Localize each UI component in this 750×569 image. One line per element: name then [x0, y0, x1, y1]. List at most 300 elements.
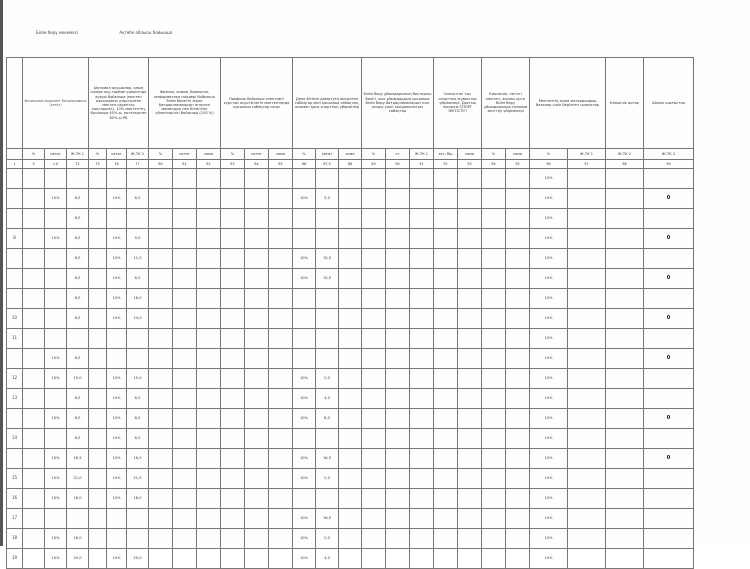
table-row: [7, 509, 694, 529]
table-cell: [434, 269, 458, 289]
table-cell: 15,0: [127, 369, 149, 389]
table-cell: [173, 169, 197, 189]
table-cell: [568, 449, 606, 469]
table-cell: [568, 429, 606, 449]
table-cell: [269, 449, 293, 469]
table-cell: [173, 209, 197, 229]
table-cell: 8,0: [127, 409, 149, 429]
column-number-cell: 86: [293, 160, 316, 169]
table-cell: [458, 329, 482, 349]
table-cell: [506, 289, 530, 309]
table-cell: [362, 429, 386, 449]
col-h-head: Биология, негізгі мектеп, жалпы орта білім беру ұйымдарында ғылыми зерттеу үйірмелері: [482, 58, 530, 149]
table-cell: 8,0: [127, 389, 149, 409]
table-cell: [458, 269, 482, 289]
table-cell: [149, 289, 173, 309]
table-cell: [506, 489, 530, 509]
table-cell: 21,0: [67, 469, 89, 489]
table-cell: [127, 329, 149, 349]
table-cell: 10%: [107, 269, 127, 289]
table-cell: [173, 429, 197, 449]
table-cell: [89, 409, 107, 429]
table-cell: [269, 229, 293, 249]
subheader-cell: сағат: [316, 149, 339, 160]
table-cell: 10%: [530, 349, 568, 369]
table-cell: [245, 309, 269, 329]
table-cell: 10%: [293, 189, 316, 209]
table-cell: 0: [644, 229, 694, 249]
table-cell: [339, 489, 362, 509]
table-cell: 14,0: [127, 309, 149, 329]
table-cell: [644, 389, 694, 409]
table-cell: [149, 449, 173, 469]
table-cell: 10%: [530, 289, 568, 309]
table-cell: [269, 289, 293, 309]
table-cell: [606, 549, 644, 569]
table-cell: [293, 169, 316, 189]
table-cell: 8: [7, 229, 23, 249]
table-cell: 20,0: [67, 549, 89, 569]
table-cell: 0: [644, 349, 694, 369]
table-cell: [23, 189, 45, 209]
table-cell: [606, 269, 644, 289]
table-cell: [127, 509, 149, 529]
table-cell: [434, 349, 458, 369]
table-cell: [89, 549, 107, 569]
table-cell: [506, 369, 530, 389]
subheader-cell: сағат: [107, 149, 127, 160]
table-cell: [339, 189, 362, 209]
table-cell: [269, 409, 293, 429]
table-cell: 2,0: [316, 469, 339, 489]
table-cell: [7, 289, 23, 309]
table-cell: [362, 369, 386, 389]
table-cell: 10%: [45, 469, 67, 489]
table-cell: [386, 229, 410, 249]
subheader-cell: сома: [197, 149, 221, 160]
table-cell: [23, 549, 45, 569]
table-cell: [221, 209, 245, 229]
table-cell: 10%: [293, 249, 316, 269]
column-number-cell: 9: [23, 160, 45, 169]
table-cell: [339, 269, 362, 289]
table-cell: [482, 389, 506, 409]
table-cell: [386, 429, 410, 449]
table-cell: [245, 429, 269, 449]
table-cell: [339, 449, 362, 469]
table-cell: [269, 349, 293, 369]
table-cell: [197, 269, 221, 289]
subheader-cell: сағат: [45, 149, 67, 160]
table-cell: [7, 209, 23, 229]
table-cell: [644, 369, 694, 389]
table-cell: [386, 329, 410, 349]
table-cell: [107, 329, 127, 349]
table-cell: [7, 349, 23, 369]
table-cell: 10%: [107, 409, 127, 429]
table-cell: [45, 509, 67, 529]
column-number-cell: 80: [149, 160, 173, 169]
table-cell: 10,0: [316, 269, 339, 289]
table-cell: [23, 429, 45, 449]
table-cell: [568, 289, 606, 309]
table-cell: [339, 249, 362, 269]
table-cell: [149, 229, 173, 249]
table-cell: [644, 549, 694, 569]
table-cell: [89, 309, 107, 329]
table-cell: [245, 449, 269, 469]
table-cell: [482, 449, 506, 469]
table-cell: 10%: [293, 269, 316, 289]
table-cell: [606, 289, 644, 309]
table-cell: 10%: [107, 389, 127, 409]
table-cell: 0: [644, 189, 694, 209]
table-cell: [506, 189, 530, 209]
table-cell: [410, 349, 434, 369]
table-cell: 0: [644, 269, 694, 289]
column-number-cell: 89: [362, 160, 386, 169]
table-cell: [482, 169, 506, 189]
table-cell: [197, 229, 221, 249]
subheader-cell: [7, 149, 23, 160]
table-cell: [458, 369, 482, 389]
header-left-title: Білім беру мекемесі: [36, 30, 79, 35]
table-cell: [173, 189, 197, 209]
table-row: [7, 469, 694, 489]
table-cell: [568, 369, 606, 389]
table-cell: [386, 469, 410, 489]
table-cell: [386, 549, 410, 569]
table-cell: [386, 409, 410, 429]
table-cell: [410, 449, 434, 469]
table-cell: [482, 509, 506, 529]
table-cell: 10%: [293, 529, 316, 549]
table-cell: 10%: [530, 509, 568, 529]
table-cell: [362, 549, 386, 569]
table-cell: [606, 349, 644, 369]
table-cell: [269, 469, 293, 489]
table-cell: [458, 229, 482, 249]
table-cell: [221, 549, 245, 569]
subheader-row: [7, 149, 694, 160]
table-cell: 10%: [293, 449, 316, 469]
table-cell: 5,0: [316, 189, 339, 209]
table-cell: [410, 549, 434, 569]
column-number-cell: 82: [197, 160, 221, 169]
table-cell: [482, 309, 506, 329]
table-cell: [434, 189, 458, 209]
table-cell: [197, 409, 221, 429]
table-cell: [269, 429, 293, 449]
subheader-cell: Ж.ТК 1: [568, 149, 606, 160]
table-cell: [606, 369, 644, 389]
table-cell: [434, 169, 458, 189]
table-cell: [23, 329, 45, 349]
table-cell: [23, 209, 45, 229]
table-cell: [45, 269, 67, 289]
table-cell: [221, 369, 245, 389]
table-cell: [410, 489, 434, 509]
subheader-cell: Ж.ТК 1: [67, 149, 89, 160]
table-cell: [293, 289, 316, 309]
table-cell: [197, 509, 221, 529]
table-cell: 10%: [530, 209, 568, 229]
table-cell: [339, 389, 362, 409]
table-cell: [173, 309, 197, 329]
col-j-head: Көпшілік ортақ: [606, 58, 644, 149]
table-cell: 8,0: [316, 409, 339, 429]
table-cell: [293, 489, 316, 509]
table-cell: [245, 549, 269, 569]
table-cell: [362, 229, 386, 249]
table-row: [7, 369, 694, 389]
table-cell: [221, 229, 245, 249]
table-cell: [245, 329, 269, 349]
table-cell: [434, 329, 458, 349]
table-cell: 10%: [45, 189, 67, 209]
table-cell: [23, 369, 45, 389]
table-cell: [245, 169, 269, 189]
table-cell: [606, 229, 644, 249]
table-cell: [173, 249, 197, 269]
table-cell: 10%: [530, 409, 568, 429]
data-table: [6, 57, 694, 569]
table-cell: [293, 429, 316, 449]
table-cell: [386, 449, 410, 469]
table-cell: 10%: [530, 189, 568, 209]
table-cell: 4,0: [316, 549, 339, 569]
table-cell: [316, 349, 339, 369]
table-cell: [362, 249, 386, 269]
table-cell: [339, 169, 362, 189]
column-number-row: [7, 160, 694, 169]
table-cell: 10%: [107, 229, 127, 249]
subheader-cell: Ж.ТК 3: [644, 149, 694, 160]
table-cell: [89, 349, 107, 369]
table-cell: 10%: [530, 429, 568, 449]
table-cell: 8,0: [67, 269, 89, 289]
table-cell: [89, 489, 107, 509]
table-cell: 10%: [293, 369, 316, 389]
table-cell: [458, 209, 482, 229]
table-cell: [606, 249, 644, 269]
table-cell: 10%: [293, 469, 316, 489]
table-cell: 10%: [530, 529, 568, 549]
table-cell: [362, 309, 386, 329]
table-cell: [245, 269, 269, 289]
subheader-cell: сома: [458, 149, 482, 160]
header-right-title: Ақтөбе облысы бойынша: [119, 30, 173, 35]
table-cell: [173, 469, 197, 489]
table-cell: [458, 309, 482, 329]
column-number-cell: 90: [386, 160, 410, 169]
table-cell: [362, 269, 386, 289]
table-cell: 16,0: [127, 289, 149, 309]
table-cell: [23, 289, 45, 309]
table-cell: [23, 469, 45, 489]
table-cell: 10%: [45, 529, 67, 549]
table-cell: [644, 469, 694, 489]
column-number-cell: 94: [482, 160, 506, 169]
table-cell: [149, 329, 173, 349]
table-cell: 10%: [530, 169, 568, 189]
table-cell: 18,0: [67, 489, 89, 509]
table-row: [7, 409, 694, 429]
subheader-cell: сағат: [245, 149, 269, 160]
table-cell: 10%: [293, 549, 316, 569]
table-cell: [458, 509, 482, 529]
table-cell: [434, 209, 458, 229]
table-cell: [269, 549, 293, 569]
table-cell: [293, 209, 316, 229]
table-cell: [339, 289, 362, 309]
table-cell: 10%: [45, 449, 67, 469]
table-cell: [568, 409, 606, 429]
table-cell: [482, 249, 506, 269]
table-cell: [362, 409, 386, 429]
table-cell: [339, 309, 362, 329]
table-cell: [386, 269, 410, 289]
table-cell: [245, 509, 269, 529]
table-cell: [434, 369, 458, 389]
table-cell: 20,0: [127, 549, 149, 569]
table-cell: 10%: [45, 349, 67, 369]
table-cell: [458, 249, 482, 269]
table-cell: 10%: [45, 229, 67, 249]
table-row: [7, 489, 694, 509]
table-cell: [644, 209, 694, 229]
table-cell: [506, 349, 530, 369]
table-cell: [434, 249, 458, 269]
table-cell: [644, 489, 694, 509]
table-cell: [221, 289, 245, 309]
table-cell: 10%: [530, 549, 568, 569]
table-cell: [269, 309, 293, 329]
table-cell: [149, 489, 173, 509]
table-cell: [221, 449, 245, 469]
table-cell: [506, 169, 530, 189]
table-cell: [197, 549, 221, 569]
table-cell: [644, 169, 694, 189]
table-cell: 8,0: [67, 249, 89, 269]
table-cell: [482, 289, 506, 309]
table-cell: [410, 389, 434, 409]
table-cell: 10%: [107, 469, 127, 489]
table-cell: 10%: [107, 489, 127, 509]
table-row: [7, 309, 694, 329]
table-cell: 10%: [530, 309, 568, 329]
table-cell: [221, 389, 245, 409]
table-cell: [7, 249, 23, 269]
table-cell: [173, 549, 197, 569]
table-cell: 13: [7, 389, 23, 409]
table-cell: [149, 269, 173, 289]
table-cell: 8,0: [67, 189, 89, 209]
table-cell: [107, 169, 127, 189]
table-cell: [506, 309, 530, 329]
table-cell: [339, 369, 362, 389]
table-cell: [506, 389, 530, 409]
subheader-cell: %: [293, 149, 316, 160]
table-cell: [89, 209, 107, 229]
table-cell: [606, 209, 644, 229]
table-cell: [644, 289, 694, 309]
table-cell: [362, 509, 386, 529]
table-cell: 10%: [293, 409, 316, 429]
table-cell: 10%: [107, 449, 127, 469]
table-row: [7, 189, 694, 209]
table-cell: [568, 169, 606, 189]
table-cell: [506, 429, 530, 449]
table-cell: 19: [7, 549, 23, 569]
table-cell: [197, 289, 221, 309]
table-cell: 10%: [530, 229, 568, 249]
table-cell: [89, 469, 107, 489]
table-cell: [269, 329, 293, 349]
table-cell: 10,0: [316, 249, 339, 269]
table-cell: [89, 269, 107, 289]
table-cell: [362, 349, 386, 369]
table-cell: [173, 349, 197, 369]
table-cell: [568, 549, 606, 569]
table-cell: [434, 409, 458, 429]
table-cell: [316, 309, 339, 329]
table-cell: [173, 389, 197, 409]
table-cell: 10%: [45, 409, 67, 429]
table-cell: [482, 489, 506, 509]
table-cell: 12: [7, 369, 23, 389]
table-cell: 16,5: [127, 449, 149, 469]
table-cell: [221, 469, 245, 489]
table-cell: [245, 249, 269, 269]
table-cell: [606, 189, 644, 209]
table-cell: 8,0: [67, 229, 89, 249]
table-cell: [339, 509, 362, 529]
table-cell: [410, 269, 434, 289]
table-cell: [339, 409, 362, 429]
table-cell: 10%: [107, 249, 127, 269]
table-cell: 2,0: [316, 369, 339, 389]
table-cell: [362, 389, 386, 409]
table-row: [7, 289, 694, 309]
table-cell: [482, 369, 506, 389]
table-cell: 10%: [530, 449, 568, 469]
table-cell: 8,0: [127, 189, 149, 209]
table-cell: 16,5: [67, 449, 89, 469]
table-cell: [197, 329, 221, 349]
subheader-cell: сағат: [173, 149, 197, 160]
table-cell: 16,0: [316, 509, 339, 529]
table-cell: [89, 189, 107, 209]
subheader-cell: %: [530, 149, 568, 160]
table-cell: [7, 169, 23, 189]
table-cell: [410, 289, 434, 309]
table-cell: 10%: [530, 489, 568, 509]
table-cell: 15: [7, 469, 23, 489]
table-cell: [316, 489, 339, 509]
column-number-cell: 96: [530, 160, 568, 169]
table-cell: 10%: [530, 369, 568, 389]
table-cell: [644, 509, 694, 529]
table-cell: 14: [7, 429, 23, 449]
table-cell: [410, 329, 434, 349]
table-cell: 10%: [293, 509, 316, 529]
table-cell: 10%: [530, 269, 568, 289]
table-cell: [269, 389, 293, 409]
table-cell: [45, 289, 67, 309]
table-cell: [386, 389, 410, 409]
table-cell: [386, 369, 410, 389]
